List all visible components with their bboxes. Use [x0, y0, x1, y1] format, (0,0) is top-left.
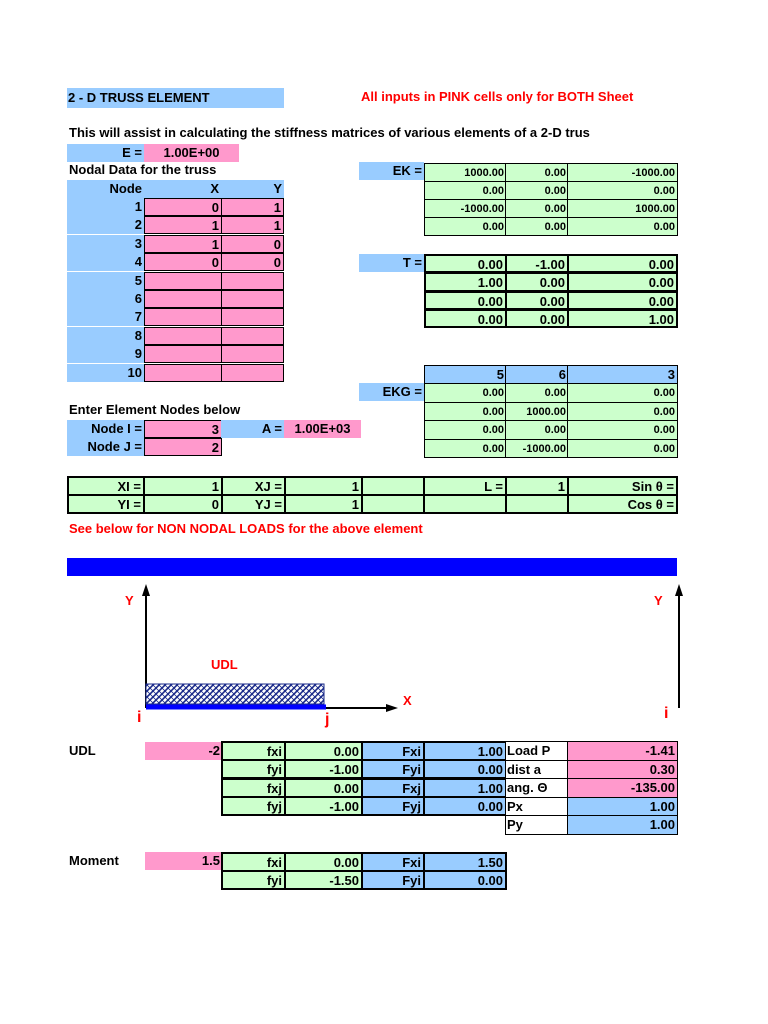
side-value[interactable]: -1.41 [567, 741, 678, 761]
node-x-input[interactable] [144, 290, 222, 308]
node-header: Node [67, 180, 144, 198]
xj-value: 1 [284, 476, 363, 496]
t-cell: 0.00 [505, 309, 569, 328]
ekg-cell: 0.00 [567, 383, 678, 403]
y-axis-right-arrow-icon [675, 584, 683, 596]
ek-cell: 0.00 [505, 163, 569, 182]
udl-input[interactable]: -2 [145, 742, 222, 760]
side-value: 1.00 [567, 815, 678, 835]
node-x-input[interactable]: 0 [144, 253, 222, 271]
cos-label: Cos θ = [567, 494, 678, 514]
global-load-label: Fyi [361, 870, 425, 890]
ekg-header-cell: 3 [567, 365, 678, 384]
t-cell: 0.00 [424, 309, 507, 328]
node-number: 1 [67, 198, 144, 216]
sheet-title: 2 - D TRUSS ELEMENT [67, 88, 284, 108]
blank-cell [361, 476, 425, 496]
ek-cell: 0.00 [505, 199, 569, 218]
side-label: dist a [505, 760, 568, 780]
i-label-left: i [137, 709, 142, 726]
node-j-label: Node J = [67, 438, 144, 456]
x-axis-arrow-icon [386, 704, 398, 712]
load-label: fxj [221, 778, 286, 798]
t-cell: 0.00 [567, 254, 678, 273]
node-number: 5 [67, 272, 144, 290]
node-i-input[interactable]: 3 [144, 420, 222, 438]
side-value: 1.00 [567, 797, 678, 817]
global-load-value: 0.00 [423, 796, 507, 816]
udl-hatch [146, 684, 324, 704]
element-heading: Enter Element Nodes below [69, 402, 241, 417]
beam-diagram [0, 580, 768, 740]
global-load-label: Fxj [361, 778, 425, 798]
l-value: 1 [505, 476, 569, 496]
ek-cell: -1000.00 [424, 199, 507, 218]
t-cell: 1.00 [424, 272, 507, 291]
ekg-cell: 1000.00 [505, 402, 569, 422]
t-label: T = [359, 254, 424, 272]
ekg-cell: 0.00 [567, 402, 678, 422]
x-header: X [144, 180, 221, 198]
node-x-input[interactable] [144, 345, 222, 363]
ek-cell: 0.00 [505, 181, 569, 200]
node-x-input[interactable] [144, 364, 222, 382]
node-x-input[interactable] [144, 272, 222, 290]
node-number: 4 [67, 253, 144, 271]
node-number: 3 [67, 235, 144, 253]
node-i-label: Node I = [67, 420, 144, 438]
side-value[interactable]: 0.30 [567, 760, 678, 780]
a-input[interactable]: 1.00E+03 [284, 420, 361, 438]
load-value: 0.00 [284, 852, 363, 872]
t-cell: 0.00 [424, 254, 507, 273]
load-value: -1.50 [284, 870, 363, 890]
load-value: -1.00 [284, 796, 363, 816]
node-x-input[interactable] [144, 308, 222, 326]
load-label: fxi [221, 741, 286, 761]
node-y-input[interactable] [221, 272, 284, 290]
side-label: Load P [505, 741, 568, 761]
input-note: All inputs in PINK cells only for BOTH Sheet [361, 89, 634, 104]
global-load-label: Fxi [361, 852, 425, 872]
y-label-left: Y [125, 593, 134, 608]
j-label: j [325, 711, 330, 728]
i-label-right: i [664, 705, 669, 722]
node-y-input[interactable] [221, 345, 284, 363]
ekg-cell: 0.00 [424, 439, 507, 459]
node-y-input[interactable] [221, 308, 284, 326]
xj-label: XJ = [221, 476, 286, 496]
udl-label: UDL [69, 743, 96, 758]
ekg-cell: 0.00 [505, 420, 569, 440]
yj-label: YJ = [221, 494, 286, 514]
x-label: X [403, 693, 412, 708]
ekg-cell: 0.00 [567, 439, 678, 459]
node-y-input[interactable]: 0 [221, 235, 284, 253]
y-label-right: Y [654, 593, 663, 608]
y-axis-arrow-icon [142, 584, 150, 596]
a-label: A = [221, 420, 284, 438]
global-load-label: Fxi [361, 741, 425, 761]
moment-input[interactable]: 1.5 [145, 852, 222, 870]
yi-value: 0 [143, 494, 223, 514]
global-load-value: 0.00 [423, 759, 507, 779]
node-y-input[interactable]: 0 [221, 253, 284, 271]
nodal-heading: Nodal Data for the truss [69, 162, 217, 177]
ek-cell: 1000.00 [424, 163, 507, 182]
t-cell: -1.00 [505, 254, 569, 273]
udl-diagram-label: UDL [211, 657, 238, 672]
global-load-value: 1.00 [423, 778, 507, 798]
load-value: 0.00 [284, 741, 363, 761]
yi-label: YI = [67, 494, 145, 514]
node-y-input[interactable]: 1 [221, 198, 284, 216]
node-x-input[interactable]: 1 [144, 216, 222, 234]
ekg-cell: 0.00 [424, 383, 507, 403]
node-y-input[interactable] [221, 327, 284, 345]
global-load-value: 1.50 [423, 852, 507, 872]
node-y-input[interactable] [221, 290, 284, 308]
node-number: 6 [67, 290, 144, 308]
node-x-input[interactable]: 0 [144, 198, 222, 216]
description-text: This will assist in calculating the stiffness matrices of various elements of a 2-D trus [69, 125, 590, 140]
t-cell: 0.00 [567, 291, 678, 310]
node-j-input[interactable]: 2 [144, 438, 222, 456]
e-input[interactable]: 1.00E+00 [144, 144, 239, 162]
global-load-label: Fyi [361, 759, 425, 779]
node-number: 8 [67, 327, 144, 345]
xi-label: XI = [67, 476, 145, 496]
ek-cell: 0.00 [424, 181, 507, 200]
node-number: 7 [67, 308, 144, 326]
load-label: fyi [221, 870, 286, 890]
ekg-label: EKG = [359, 383, 424, 401]
ek-cell: 0.00 [567, 217, 678, 236]
e-label: E = [67, 144, 144, 162]
ekg-cell: 0.00 [424, 402, 507, 422]
node-number: 10 [67, 364, 144, 382]
yj-value: 1 [284, 494, 363, 514]
sin-label: Sin θ = [567, 476, 678, 496]
global-load-label: Fyj [361, 796, 425, 816]
load-value: 0.00 [284, 778, 363, 798]
non-nodal-note: See below for NON NODAL LOADS for the above element [69, 521, 423, 536]
ek-cell: 0.00 [505, 217, 569, 236]
ekg-cell: 0.00 [424, 420, 507, 440]
load-value: -1.00 [284, 759, 363, 779]
global-load-value: 0.00 [423, 870, 507, 890]
load-label: fyj [221, 796, 286, 816]
t-cell: 0.00 [505, 291, 569, 310]
load-label: fxi [221, 852, 286, 872]
load-label: fyi [221, 759, 286, 779]
global-load-value: 1.00 [423, 741, 507, 761]
node-number: 2 [67, 216, 144, 234]
t-cell: 0.00 [424, 291, 507, 310]
blank-cell [361, 494, 425, 514]
node-y-input[interactable]: 1 [221, 216, 284, 234]
t-cell: 1.00 [567, 309, 678, 328]
blank-cell [505, 494, 569, 514]
blank-cell [423, 494, 507, 514]
ekg-header-cell: 6 [505, 365, 569, 384]
ek-cell: 1000.00 [567, 199, 678, 218]
node-x-input[interactable] [144, 327, 222, 345]
side-value[interactable]: -135.00 [567, 778, 678, 798]
ek-cell: -1000.00 [567, 163, 678, 182]
moment-label: Moment [69, 853, 119, 868]
l-label: L = [423, 476, 507, 496]
side-label: ang. Θ [505, 778, 568, 798]
ek-cell: 0.00 [567, 181, 678, 200]
side-label: Px [505, 797, 568, 817]
xi-value: 1 [143, 476, 223, 496]
ek-cell: 0.00 [424, 217, 507, 236]
side-label: Py [505, 815, 568, 835]
node-number: 9 [67, 345, 144, 363]
ek-label: EK = [359, 162, 424, 180]
ekg-cell: 0.00 [567, 420, 678, 440]
ekg-cell: 0.00 [505, 383, 569, 403]
ekg-header-cell: 5 [424, 365, 507, 384]
t-cell: 0.00 [567, 272, 678, 291]
node-x-input[interactable]: 1 [144, 235, 222, 253]
ekg-cell: -1000.00 [505, 439, 569, 459]
separator-bar [67, 558, 677, 576]
t-cell: 0.00 [505, 272, 569, 291]
y-header: Y [221, 180, 284, 198]
node-y-input[interactable] [221, 364, 284, 382]
